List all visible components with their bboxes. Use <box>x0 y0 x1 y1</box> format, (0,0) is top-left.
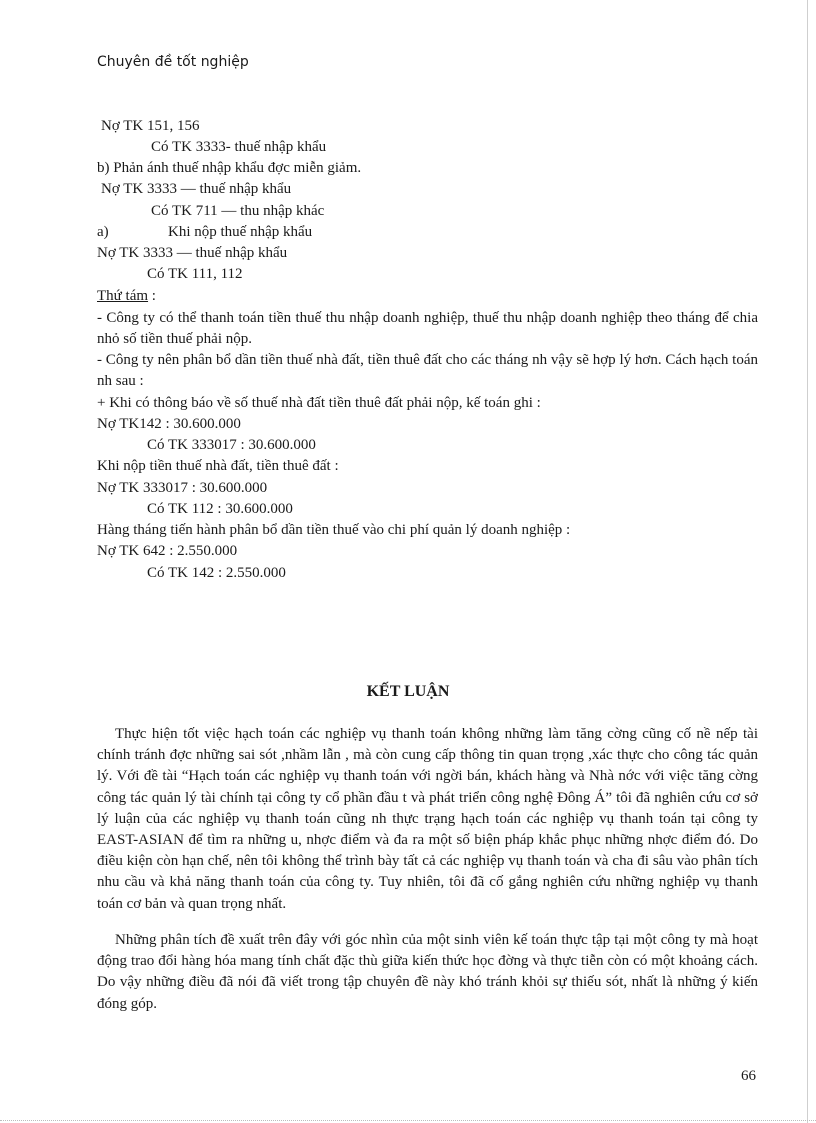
entry-paragraph: - Công ty nên phân bổ dần tiền thuế nhà đất, tiền thuê đất cho các tháng nh vậy sẽ hợp lý hơn. Cách hạch toán nh sau : <box>97 352 758 390</box>
entry-line: Có TK 3333- thuế nhập khẩu <box>151 139 327 155</box>
entry-paragraph: - Công ty có thể thanh toán tiền thuế thu nhập doanh nghiệp, thuế thu nhập doanh nghiệp theo tháng để chia nhỏ số tiền thuế phải nộp. <box>97 310 758 348</box>
entry-line: Nợ TK 151, 156 <box>101 118 200 134</box>
conclusion-paragraph: Những phân tích đề xuất trên đây với góc nhìn của một sinh viên kế toán thực tập tại một công ty mà hoạt động trao đổi hàng hóa mang tính chất đặc thù giữa kiến thức học đờng và thực tiễn còn có một khoảng cách. Do vậy những điều đã nói đã viết trong tập chuyên đề này khó tránh khỏi sự thiếu sót, nhất là những ý kiến đóng góp. <box>97 932 758 1012</box>
page-edge-divider <box>807 0 808 1123</box>
section-label-colon: : <box>148 288 156 304</box>
entry-line: Có TK 111, 112 <box>147 266 243 282</box>
entry-line: Nợ TK142 : 30.600.000 <box>97 416 241 432</box>
entry-line: Nợ TK 333017 : 30.600.000 <box>97 480 268 496</box>
entry-line: Khi nộp tiền thuế nhà đất, tiền thuê đất : <box>97 458 339 474</box>
section-label <box>97 287 156 305</box>
section-label-text: Thứ tám <box>97 288 149 304</box>
entry-line: Có TK 333017 : 30.600.000 <box>147 437 316 453</box>
page-bottom-divider <box>0 1120 816 1121</box>
entry-line: + Khi có thông báo về số thuế nhà đất tiền thuê đất phải nộp, kế toán ghi : <box>97 395 541 411</box>
entry-line: Hàng tháng tiến hành phân bổ dần tiền thuế vào chi phí quản lý doanh nghiệp : <box>97 522 571 538</box>
page-number: 66 <box>741 1068 756 1084</box>
entry-line: Nợ TK 642 : 2.550.000 <box>97 543 238 559</box>
page-header: Chuyên đề tốt nghiệp <box>97 54 249 70</box>
entry-line: a) <box>97 224 109 240</box>
conclusion-paragraph: Thực hiện tốt việc hạch toán các nghiệp vụ thanh toán không những làm tăng cờng cũng cố nề nếp tài chính tránh đợc những sai sót ,nhầm lẫn , mà còn cung cấp thông tin quan trọng ,xác thực cho công tác quản lý. Với đề tài “Hạch toán các nghiệp vụ thanh toán với ngời bán, khách hàng và Nhà nớc với việc tăng cờng công tác quản lý tài chính tại công ty cổ phần đầu t và phát triển công nghệ Đông Á” tôi đã nghiên cứu cơ sở lý luận của các nghiệp vụ thanh toán cũng nh thực trạng hạch toán các nghiệp vụ thanh toán tại công ty EAST-ASIAN để tìm ra những u, nhợc điểm và đa ra một số biện pháp khắc phục những nhợc điểm đó. Do điều kiện còn hạn chế, nên tôi không thể trình bày tất cả các nghiệp vụ thanh toán và cha đi sâu vào phân tích nhu cầu và khả năng thanh toán của công ty. Tuy nhiên, tôi đã cố gắng nghiên cứu những nghiệp vụ thanh toán cơ bản và quan trọng nhất. <box>97 726 758 912</box>
conclusion-heading: KẾT LUẬN <box>366 683 450 700</box>
entry-line: Có TK 112 : 30.600.000 <box>147 501 293 517</box>
entry-line: Khi nộp thuế nhập khẩu <box>168 224 313 240</box>
entry-line: Có TK 142 : 2.550.000 <box>147 565 286 581</box>
entry-line: Nợ TK 3333 — thuế nhập khẩu <box>101 181 292 197</box>
entry-line: Có TK 711 — thu nhập khác <box>151 203 325 219</box>
entry-line: b) Phản ánh thuế nhập khẩu đợc miễn giảm. <box>97 160 362 176</box>
entry-line: Nợ TK 3333 — thuế nhập khẩu <box>97 245 288 261</box>
